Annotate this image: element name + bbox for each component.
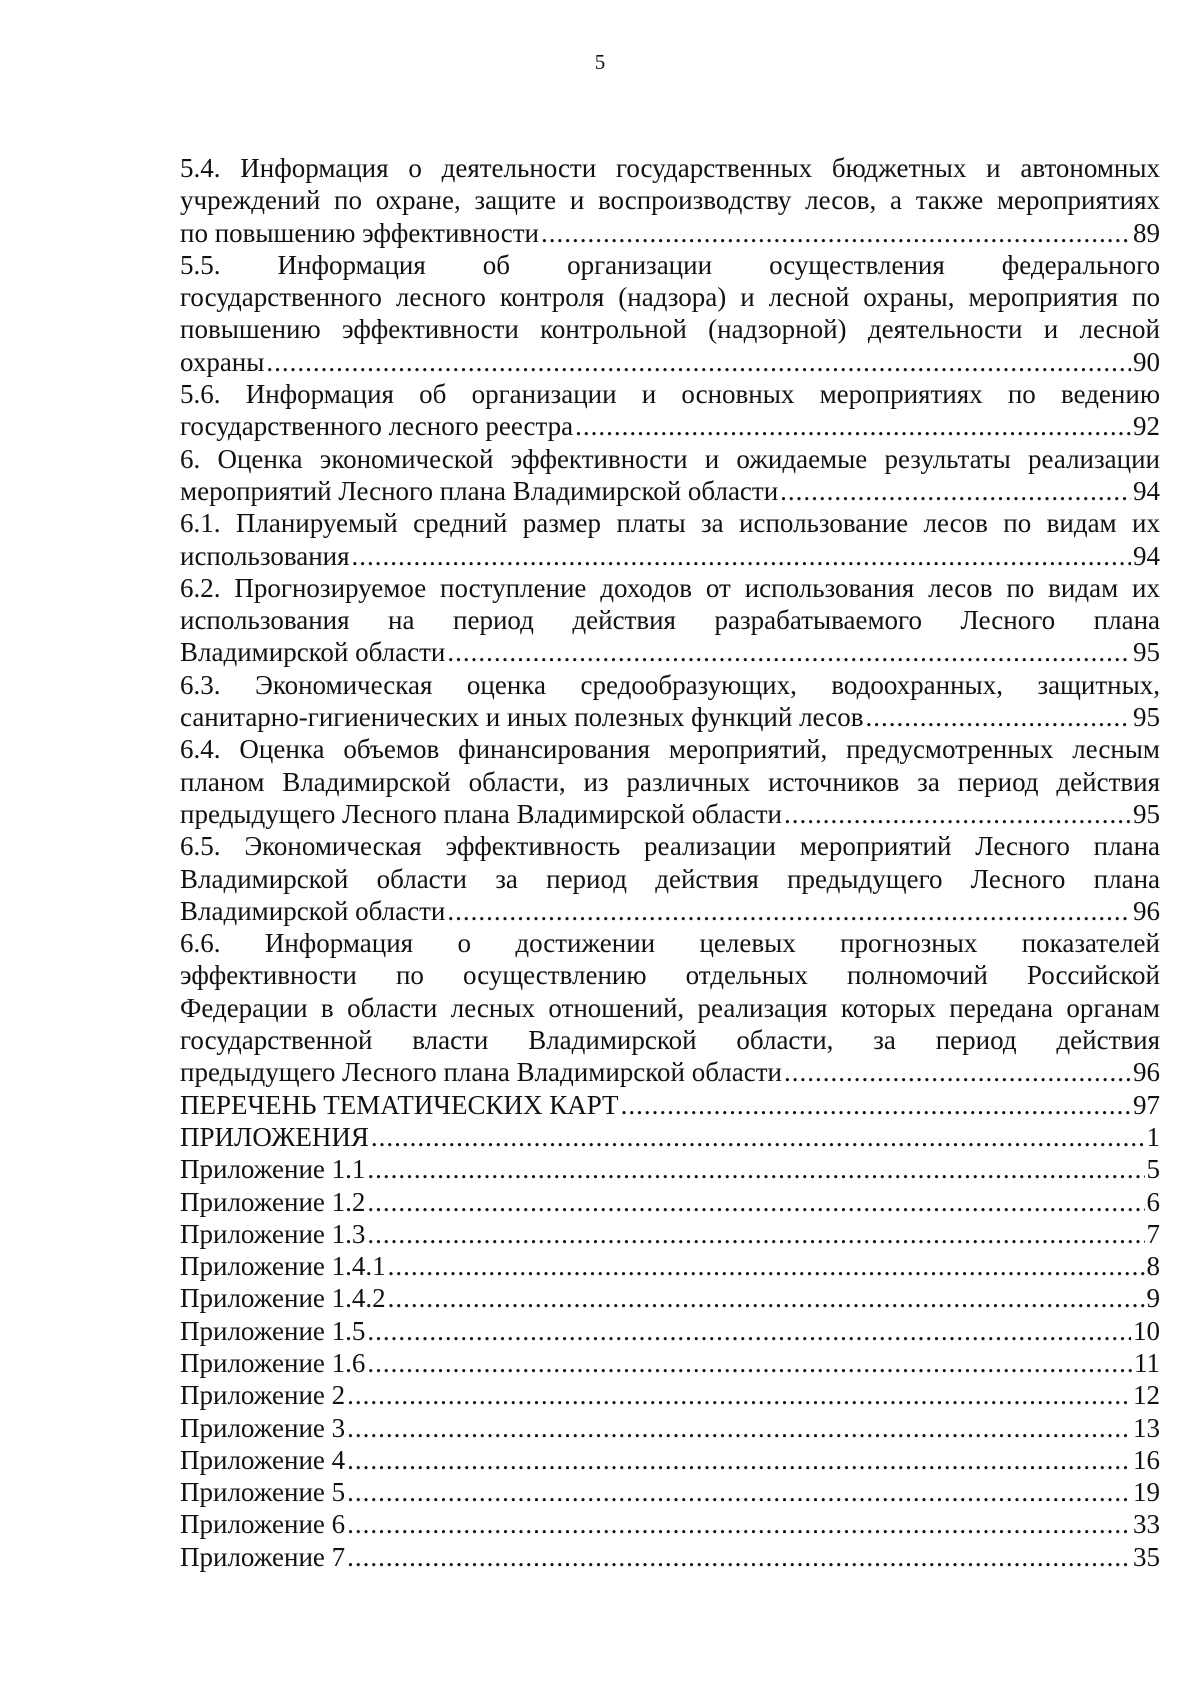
- toc-entry-leader-line: [180, 1153, 1160, 1185]
- toc-entry-leader-line: [180, 701, 1160, 733]
- toc-entry-leader-line: [180, 217, 1160, 249]
- toc-entry-leader-line: [180, 346, 1160, 378]
- toc-entry: [180, 152, 1160, 249]
- toc-entry-leader-line: [180, 1250, 1160, 1282]
- toc-entry: [180, 443, 1160, 508]
- toc-entry: [180, 378, 1160, 443]
- toc-entry-title: Приложение 1.3: [180, 1218, 366, 1249]
- dot-leader: [784, 798, 1131, 830]
- toc-entry-leader-line: [180, 1186, 1160, 1218]
- toc-entry: [180, 1282, 1160, 1314]
- toc-entry-line: 6. Оценка экономической эффективности и ожидаемые результаты реализации: [180, 443, 1160, 474]
- toc-entry-title: Приложение 2: [180, 1380, 346, 1411]
- toc-entry-page: 13: [1133, 1412, 1160, 1443]
- toc-entry: [180, 733, 1160, 830]
- dot-leader: [347, 1444, 1131, 1476]
- toc-entry-leader-line: [180, 1218, 1160, 1250]
- toc-entry-page: 94: [1133, 540, 1160, 571]
- toc-entry-title: Приложение 1.2: [180, 1186, 366, 1217]
- toc-entry-page: 7: [1146, 1218, 1160, 1249]
- toc-entry: [180, 830, 1160, 927]
- toc-entry-line: учреждений по охране, защите и воспроизводству лесов, а также мероприятиях: [180, 185, 1160, 216]
- toc-entry-title: государственного лесного реестра: [180, 411, 574, 442]
- dot-leader: [367, 1186, 1144, 1218]
- toc-entry-title: использования: [180, 540, 350, 571]
- dot-leader: [865, 701, 1131, 733]
- toc-entry: [180, 1315, 1160, 1347]
- toc-entry-page: 9: [1146, 1283, 1160, 1314]
- dot-leader: [352, 540, 1131, 572]
- dot-leader: [447, 636, 1131, 668]
- toc-entry-page: 90: [1133, 346, 1160, 377]
- toc-entry-line: 5.4. Информация о деятельности государственных бюджетных и автономных: [180, 153, 1160, 183]
- toc-entry-leader-line: [180, 540, 1160, 572]
- table-of-contents: [180, 152, 1160, 1573]
- toc-entry-page: 6: [1146, 1186, 1160, 1217]
- toc-entry: [180, 507, 1160, 572]
- toc-entry-title: Владимирской области: [180, 637, 446, 668]
- toc-entry-leader-line: [180, 1089, 1160, 1121]
- toc-entry-leader-line: [180, 1056, 1160, 1088]
- dot-leader: [780, 475, 1131, 507]
- toc-entry-page: 97: [1133, 1089, 1160, 1120]
- dot-leader: [784, 1056, 1131, 1088]
- dot-leader: [347, 1379, 1131, 1411]
- dot-leader: [347, 1508, 1131, 1540]
- dot-leader: [621, 1089, 1131, 1121]
- dot-leader: [347, 1541, 1131, 1573]
- dot-leader: [447, 895, 1131, 927]
- dot-leader: [347, 1476, 1131, 1508]
- toc-entry-leader-line: [180, 1508, 1160, 1540]
- toc-entry-page: 96: [1133, 895, 1160, 926]
- toc-entry-leader-line: [180, 1379, 1160, 1411]
- toc-entry-title: Владимирской области: [180, 895, 446, 926]
- toc-entry-line: планом Владимирской области, из различных источников за период действия: [180, 766, 1160, 797]
- toc-entry-page: 8: [1146, 1251, 1160, 1282]
- toc-entry-line: государственной власти Владимирской области, за период действия: [180, 1025, 1160, 1056]
- toc-entry: [180, 1089, 1160, 1121]
- toc-entry: [180, 1508, 1160, 1540]
- toc-entry-page: 92: [1133, 411, 1160, 442]
- toc-entry: [180, 1153, 1160, 1185]
- toc-entry-page: 95: [1133, 798, 1160, 829]
- dot-leader: [367, 1153, 1144, 1185]
- toc-entry-leader-line: [180, 410, 1160, 442]
- dot-leader: [575, 410, 1131, 442]
- toc-entry-title: Приложение 4: [180, 1444, 346, 1475]
- toc-entry-page: 89: [1133, 217, 1160, 248]
- toc-entry-line: 5.6. Информация об организации и основных мероприятиях по ведению: [180, 379, 1160, 410]
- dot-leader: [367, 1218, 1144, 1250]
- toc-entry: [180, 1541, 1160, 1573]
- toc-entry-line: 6.6. Информация о достижении целевых прогнозных показателей: [180, 928, 1160, 959]
- toc-entry: [180, 1347, 1160, 1379]
- toc-entry-leader-line: [180, 1541, 1160, 1573]
- toc-entry-line: 6.3. Экономическая оценка средообразующих, водоохранных, защитных,: [180, 669, 1160, 700]
- toc-entry: [180, 1186, 1160, 1218]
- toc-entry: [180, 1412, 1160, 1444]
- toc-entry-line: 6.5. Экономическая эффективность реализации мероприятий Лесного плана: [180, 831, 1160, 862]
- toc-entry-line: эффективности по осуществлению отдельных полномочий Российской: [180, 960, 1160, 991]
- toc-entry-title: санитарно-гигиенических и иных полезных функций лесов: [180, 702, 864, 733]
- toc-entry: [180, 572, 1160, 669]
- toc-entry-page: 16: [1133, 1444, 1160, 1475]
- toc-entry-line: Федерации в области лесных отношений, реализация которых передана органам: [180, 992, 1160, 1023]
- dot-leader: [388, 1282, 1145, 1314]
- toc-entry-page: 11: [1134, 1347, 1160, 1378]
- toc-entry-leader-line: [180, 798, 1160, 830]
- toc-entry: [180, 1379, 1160, 1411]
- toc-entry-title: Приложение 1.4.2: [180, 1283, 386, 1314]
- toc-entry-page: 95: [1133, 637, 1160, 668]
- toc-entry-leader-line: [180, 1444, 1160, 1476]
- toc-entry-title: предыдущего Лесного плана Владимирской области: [180, 1057, 782, 1088]
- toc-entry-title: по повышению эффективности: [180, 217, 539, 248]
- toc-entry-title: ПРИЛОЖЕНИЯ: [180, 1121, 369, 1152]
- toc-entry: [180, 1250, 1160, 1282]
- toc-entry-leader-line: [180, 475, 1160, 507]
- toc-entry: [180, 1121, 1160, 1153]
- toc-entry-page: 10: [1133, 1315, 1160, 1346]
- toc-entry-title: Приложение 1.4.1: [180, 1251, 386, 1282]
- toc-entry: [180, 1218, 1160, 1250]
- dot-leader: [388, 1250, 1145, 1282]
- toc-entry-leader-line: [180, 1315, 1160, 1347]
- toc-entry-title: Приложение 5: [180, 1477, 346, 1508]
- dot-leader: [541, 217, 1131, 249]
- toc-entry-title: мероприятий Лесного плана Владимирской области: [180, 475, 779, 506]
- dot-leader: [347, 1412, 1131, 1444]
- toc-entry-title: Приложение 7: [180, 1541, 346, 1572]
- toc-entry-title: Приложение 3: [180, 1412, 346, 1443]
- toc-entry-page: 96: [1133, 1057, 1160, 1088]
- toc-entry-title: Приложение 1.6: [180, 1347, 366, 1378]
- toc-entry-title: Приложение 6: [180, 1509, 346, 1540]
- toc-entry-page: 33: [1133, 1509, 1160, 1540]
- toc-entry: [180, 1444, 1160, 1476]
- toc-entry-page: 19: [1133, 1477, 1160, 1508]
- toc-entry-line: использования на период действия разрабатываемого Лесного плана: [180, 605, 1160, 636]
- toc-entry-leader-line: [180, 1412, 1160, 1444]
- toc-entry-leader-line: [180, 1121, 1160, 1153]
- toc-entry: [180, 669, 1160, 734]
- toc-entry-page: 5: [1146, 1154, 1160, 1185]
- toc-entry-title: предыдущего Лесного плана Владимирской области: [180, 798, 782, 829]
- toc-entry-line: Владимирской области за период действия предыдущего Лесного плана: [180, 863, 1160, 894]
- dot-leader: [371, 1121, 1145, 1153]
- toc-entry-leader-line: [180, 1282, 1160, 1314]
- toc-entry-line: 6.2. Прогнозируемое поступление доходов от использования лесов по видам их: [180, 572, 1160, 603]
- toc-entry-leader-line: [180, 636, 1160, 668]
- dot-leader: [266, 346, 1131, 378]
- toc-entry-leader-line: [180, 1476, 1160, 1508]
- toc-entry-page: 35: [1133, 1541, 1160, 1572]
- toc-entry-line: государственного лесного контроля (надзора) и лесной охраны, мероприятия по: [180, 282, 1160, 313]
- toc-entry-leader-line: [180, 1347, 1160, 1379]
- toc-entry-title: охраны: [180, 346, 265, 377]
- toc-entry-page: 94: [1133, 475, 1160, 506]
- toc-entry: [180, 249, 1160, 378]
- toc-entry-line: повышению эффективности контрольной (надзорной) деятельности и лесной: [180, 314, 1160, 345]
- toc-entry-line: 5.5. Информация об организации осуществления федерального: [180, 249, 1160, 280]
- toc-entry-title: Приложение 1.1: [180, 1154, 366, 1185]
- dot-leader: [367, 1347, 1132, 1379]
- toc-entry-page: 1: [1146, 1121, 1160, 1152]
- toc-entry-line: 6.4. Оценка объемов финансирования мероприятий, предусмотренных лесным: [180, 734, 1160, 765]
- toc-entry-line: 6.1. Планируемый средний размер платы за использование лесов по видам их: [180, 508, 1160, 539]
- page-number: 5: [594, 50, 606, 74]
- dot-leader: [367, 1315, 1131, 1347]
- toc-entry-leader-line: [180, 895, 1160, 927]
- toc-entry-title: Приложение 1.5: [180, 1315, 366, 1346]
- toc-entry: [180, 927, 1160, 1088]
- toc-entry-page: 95: [1133, 702, 1160, 733]
- toc-entry-title: ПЕРЕЧЕНЬ ТЕМАТИЧЕСКИХ КАРТ: [180, 1089, 619, 1120]
- toc-entry-page: 12: [1133, 1380, 1160, 1411]
- toc-entry: [180, 1476, 1160, 1508]
